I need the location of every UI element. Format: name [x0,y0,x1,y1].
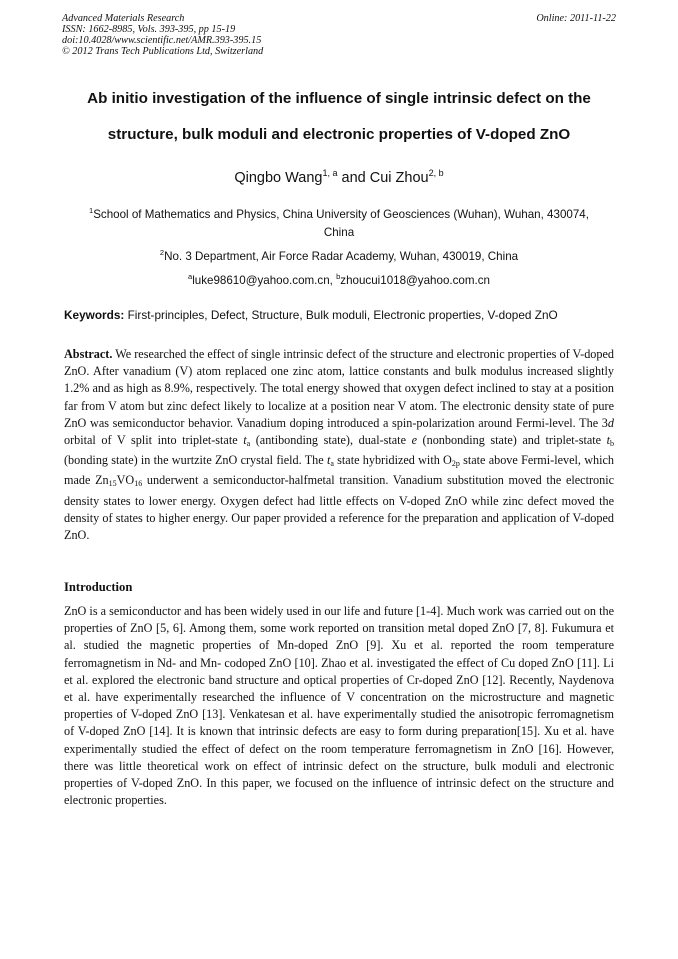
abstract-text-7: state above Fermi-level, which made Zn [64,453,615,488]
abstract-d-orbital: d [607,415,614,430]
abstract-ta-sub: a [246,439,251,449]
email-b[interactable]: zhoucui1018@yahoo.com.cn [340,273,490,287]
affiliation-2-number: 2 [159,248,165,257]
email-b-marker: b [336,272,341,281]
keywords-label: Keywords: [64,308,125,322]
abstract-text-6: state hybridized with O [333,453,452,468]
author-1-affiliation: 1, a [322,168,338,178]
abstract-label: Abstract. [64,347,113,361]
keywords [64,308,624,322]
abstract-o2p-sub: 2p [451,459,460,469]
affiliation-1-text: School of Mathematics and Physics, China University of Geosciences (Wuhan), Wuhan, 430074, [93,207,589,221]
author-connector: and [337,169,370,186]
abstract-tb-t: t [606,433,611,448]
author-list [40,168,638,186]
author-2: Cui Zhou [369,169,429,186]
affiliation-1-number: 1 [89,206,94,215]
copyright-line: © 2012 Trans Tech Publications Ltd, Switzerland [62,46,264,57]
journal-name: Advanced Materials Research [62,13,185,24]
abstract [64,346,614,544]
email-a[interactable]: luke98610@yahoo.com.cn [192,273,330,287]
doi-line: doi:10.4028/www.scientific.net/AMR.393-395.15 [62,35,262,46]
abstract-text-8: VO [116,473,135,488]
abstract-ta2-t: t [326,453,331,468]
affiliation-1-country: China [323,225,355,239]
abstract-text-4: (nonbonding state) and triplet-state [416,433,607,448]
email-line [40,268,638,290]
keywords-text: First-principles, Defect, Structure, Bulk moduli, Electronic properties, V-doped ZnO [124,308,558,322]
author-2-affiliation: 2, b [428,168,444,178]
affiliation-2 [40,244,638,266]
affiliation-1 [40,202,638,242]
introduction-body: ZnO is a semiconductor and has been widely used in our life and future [1-4]. Much work was carried out on the properties of ZnO [5, 6]. Among them, some work reported on transition metal doped ZnO [7, 8]. Fukumura et al. studied the magnetic properties of Mn-doped ZnO [9]. Xu et al. reported the room temperature ferromagnetism in Nd- and Mn- codoped ZnO [10]. Zhao et al. investigated the effect of Cu doped ZnO [11]. Li et al. explored the electronic band structure and optical properties of Cr-doped ZnO [12]. Recently, Naydenova et al. have experimentally researched the influence of V concentration on the microstructure and magnetic properties of V-doped ZnO [13]. Venkatesan et al. have experimentally studied the anisotropic ferromagnetism of V-doped ZnO [14]. It is known that intrinsic defects are easy to form during preparation[15]. Xu et al. have experimentally studied the effect of defect on the room temperature ferromagnetism in ZnO [16]. However, there was little theoretical work on effect of intrinsic defect on the structure, bulk moduli and electronic properties of V-doped ZnO. In this paper, we focused on the influence of intrinsic defect on the structure and electronic properties. [64,604,614,808]
abstract-ta-t: t [243,433,247,448]
affiliation-2-text: No. 3 Department, Air Force Radar Academy, Wuhan, 430019, China [164,249,519,263]
abstract-e-state: e [411,433,417,448]
email-separator: , [329,273,337,287]
abstract-o16-sub: 16 [134,479,143,489]
abstract-text-3: (antibonding state), dual-state [250,433,412,448]
abstract-text-1: We researched the effect of single intrinsic defect of the structure and electronic properties of V-doped ZnO. After vanadium (V) atom replaced one zinc atom, lattice constants and bulk modulus increased slightly 1.2% and as high as 8.9%, respectively. The total energy showed that oxygen defect inclined to stay at a position far from V atom but zinc defect likely to localize at a position near V atom. The electronic density state of pure ZnO was semiconductor behavior. Vanadium doping introduced a spin-polarization around Fermi-level. The 3 [64,347,614,430]
paper-title-line-2: structure, bulk moduli and electronic properties of V-doped ZnO [107,126,571,143]
author-1: Qingbo Wang [234,169,323,186]
abstract-text-5: (bonding state) in the wurtzite ZnO crystal field. The [64,453,327,468]
abstract-text-2: orbital of V split into triplet-state [64,433,244,448]
abstract-text-9: underwent a semiconductor-halfmetal transition. Vanadium substitution moved the electronic density states to lower energy. Oxygen defect had little effects on V-doped ZnO while zinc defect moved the density of states to higher energy. Our paper provided a reference for the preparation and application of V-doped ZnO. [64,473,614,543]
abstract-tb-sub: b [610,439,615,449]
introduction-heading: Introduction [64,580,133,594]
paper-title-line-1: Ab initio investigation of the influence of single intrinsic defect on the [87,90,591,107]
online-date: Online: 2011-11-22 [536,13,616,24]
page-header [62,13,616,57]
abstract-zn15-sub: 15 [108,479,117,489]
email-a-marker: a [188,272,193,281]
abstract-ta2-sub: a [330,459,334,469]
issn-line: ISSN: 1662-8985, Vols. 393-395, pp 15-19 [62,24,236,35]
